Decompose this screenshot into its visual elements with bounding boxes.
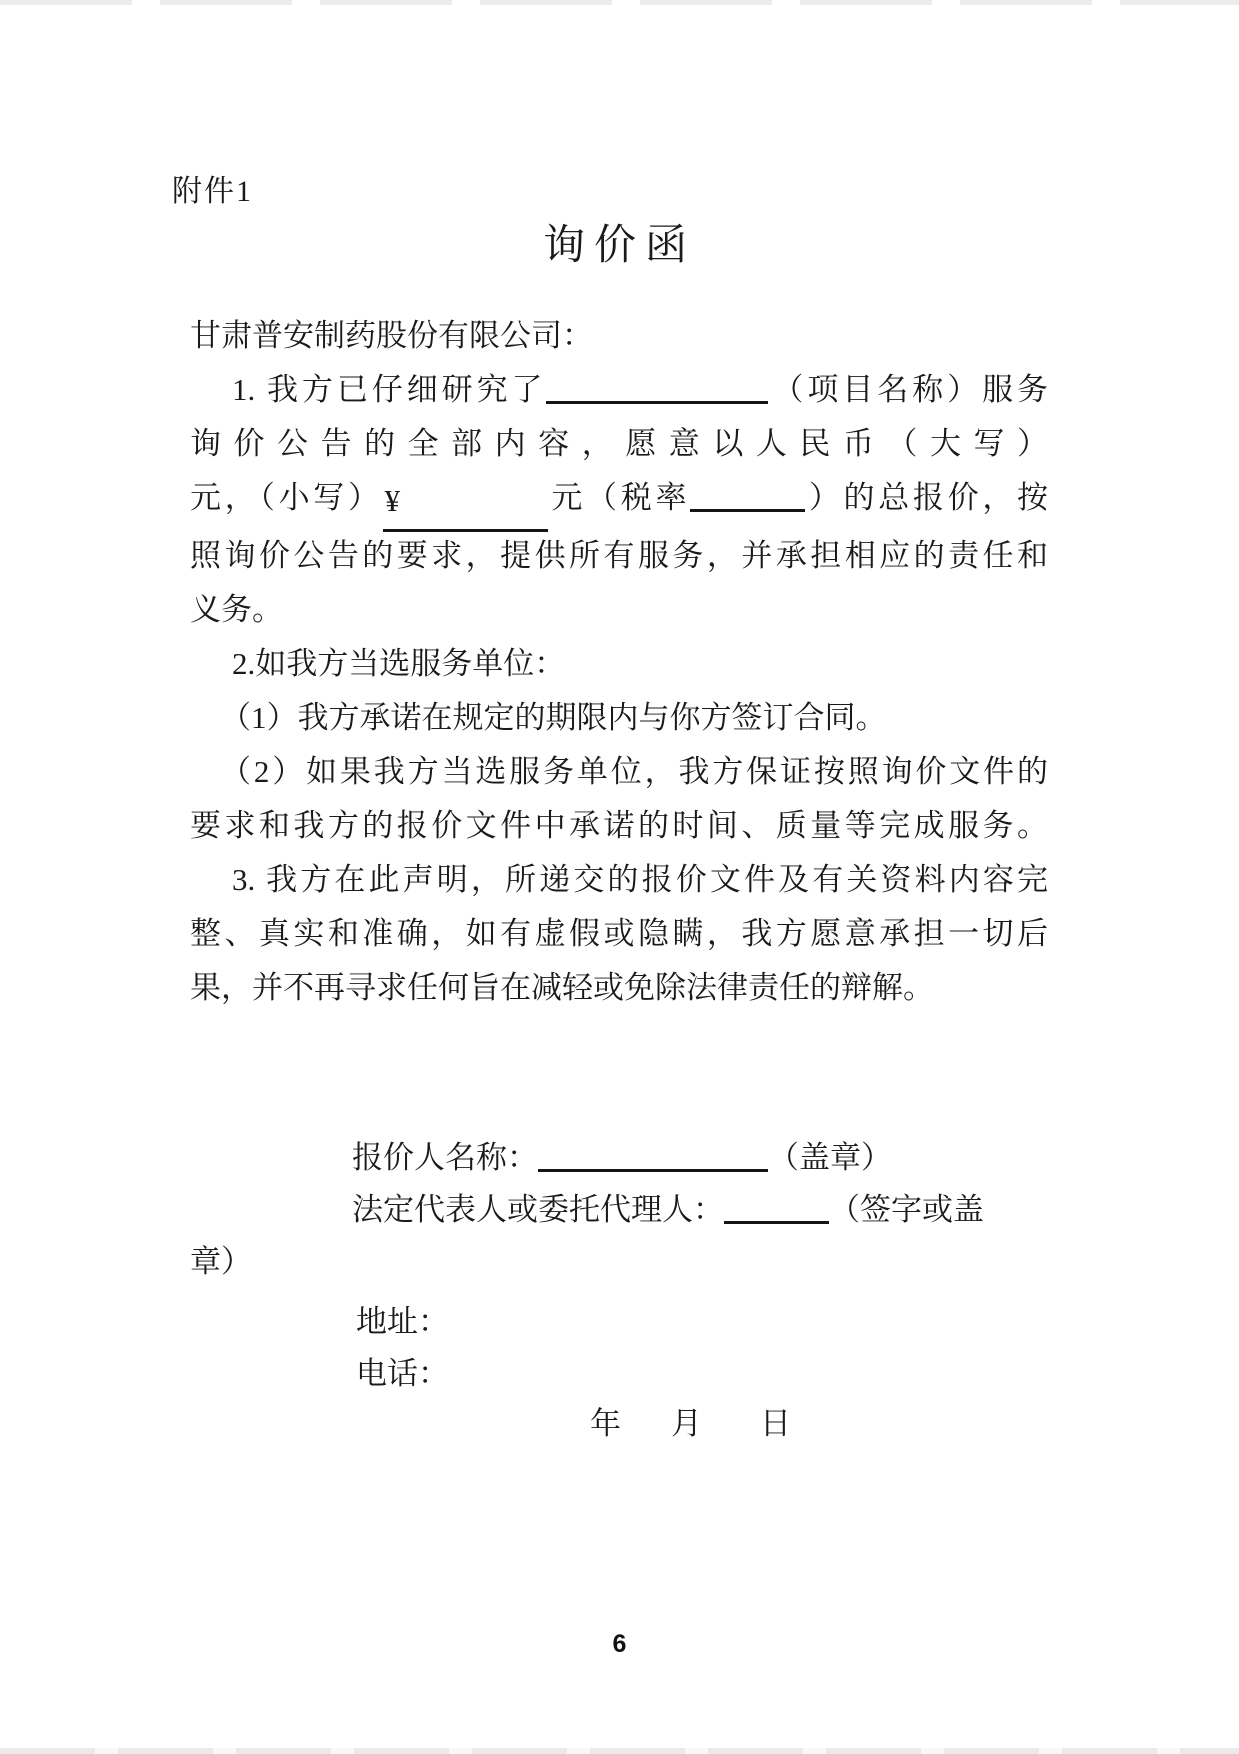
legal-rep-label: 法定代表人或委托代理人：: [352, 1192, 724, 1227]
paragraph2-item1: （1）我方承诺在规定的期限内与你方签订合同。: [220, 700, 887, 735]
lowercase-amount-label: 元，（小写）: [190, 480, 383, 515]
seal-label: （盖章）: [768, 1140, 892, 1175]
tax-rate-label: 元（税率: [547, 480, 691, 515]
paragraph2-heading: 2.如我方当选服务单位：: [232, 646, 566, 681]
phone-line: 电话：: [356, 1356, 449, 1391]
date-month-label: 月: [671, 1406, 702, 1441]
address-line: 地址：: [356, 1304, 449, 1339]
bidder-name-blank: [538, 1146, 768, 1172]
paragraph3-line3: 果，并不再寻求任何旨在减轻或免除法律责任的辩解。: [190, 970, 934, 1005]
paragraph1-line4: 照询价公告的要求，提供所有服务，并承担相应的责任和: [190, 538, 1048, 573]
paragraph3-line2: 整、真实和准确，如有虚假或隐瞒，我方愿意承担一切后: [190, 916, 1048, 951]
scan-edge-artifact-top: [0, 0, 1239, 5]
date-year-label: 年: [590, 1406, 621, 1441]
paragraph3-line1: 3. 我方在此声明，所递交的报价文件及有关资料内容完: [232, 862, 1048, 897]
total-quote-text: ）的总报价，按: [805, 480, 1049, 515]
scan-edge-artifact-bottom: [0, 1748, 1239, 1754]
amount-blank: ¥: [383, 474, 548, 532]
project-name-blank: [546, 378, 768, 404]
legal-rep-blank: [724, 1198, 829, 1224]
page-number: 6: [612, 1630, 627, 1658]
paragraph1-line5: 义务。: [190, 592, 283, 627]
legal-rep-line-wrapped: 章）: [190, 1244, 252, 1279]
bidder-name-line: [352, 1132, 892, 1184]
paragraph1-line3: [190, 471, 1048, 529]
document-title: 询价函: [542, 223, 696, 269]
paragraph1-line1-text: 1. 我方已仔细研究了: [232, 372, 547, 407]
bidder-name-label: 报价人名称：: [352, 1140, 538, 1175]
project-name-suffix: （项目名称）服务: [768, 372, 1049, 407]
paragraph1-line1: [190, 363, 1048, 417]
paragraph2-item2-line2: 要求和我方的报价文件中承诺的时间、质量等完成服务。: [190, 808, 1048, 843]
letter-body: [190, 309, 1048, 1015]
attachment-label: 附件1: [172, 175, 253, 208]
legal-rep-line: [352, 1184, 984, 1236]
paragraph1-line2: 询价公告的全部内容，愿意以人民币（大写）: [190, 426, 1048, 461]
date-day-label: 日: [760, 1406, 791, 1441]
tax-rate-blank: [690, 486, 805, 512]
paragraph2-item2-line1: （2）如果我方当选服务单位，我方保证按照询价文件的: [220, 754, 1048, 789]
sign-or-seal-label: （签字或盖: [829, 1192, 984, 1227]
salutation: 甘肃普安制药股份有限公司：: [190, 318, 593, 353]
date-line: [590, 1398, 791, 1450]
